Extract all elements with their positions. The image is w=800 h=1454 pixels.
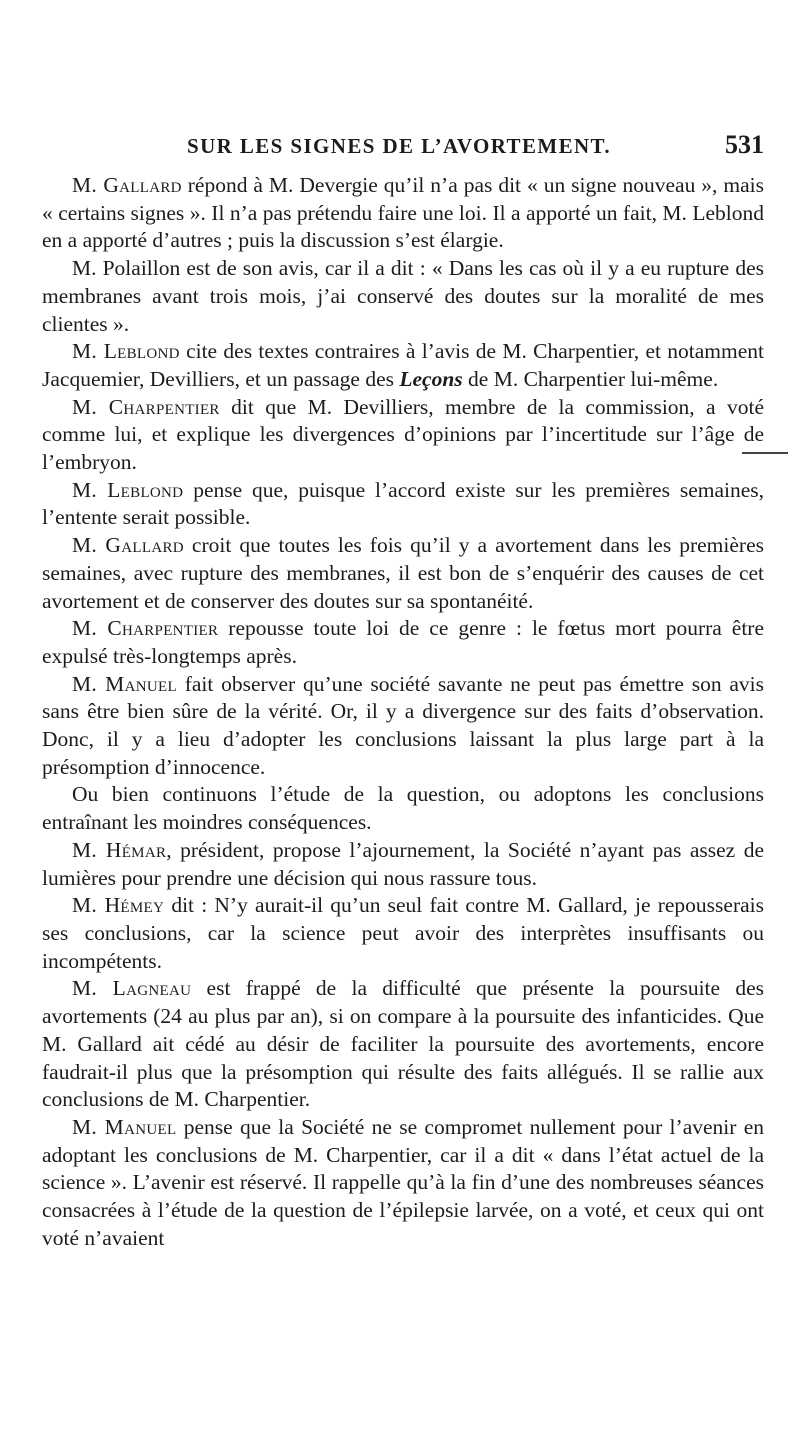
paragraph-text: M. Polaillon est de son avis, car il a dit : « Dans les cas où il y a eu rupture des membranes avant trois mois, j’ai conservé des doutes sur la moralité de mes clientes ». xyxy=(42,256,764,336)
paragraph xyxy=(42,394,764,477)
paragraph xyxy=(42,892,764,975)
paragraph-text-after: de M. Charpentier lui-même. xyxy=(462,366,719,391)
running-head: SUR LES SIGNES DE L’AVORTEMENT. xyxy=(187,134,612,158)
speaker-name: M. Lagneau xyxy=(72,976,192,1001)
speaker-name: M. Leblond xyxy=(72,477,184,502)
paragraph-text: cite des textes contraires à l’avis de M. Charpentier, et notamment Jacquemier, Devilliers, et un passage des xyxy=(42,339,764,391)
paragraph xyxy=(42,338,764,393)
speaker-name: M. Manuel xyxy=(72,671,177,696)
paragraph xyxy=(42,615,764,670)
paragraph xyxy=(42,671,764,782)
speaker-name: M. Charpentier xyxy=(72,394,220,419)
paragraph-text: repousse toute loi de ce genre : le fœtus mort pourra être expulsé très-longtemps après. xyxy=(42,616,764,668)
speaker-name: M. Manuel xyxy=(72,1114,177,1139)
margin-rule xyxy=(742,452,788,454)
paragraph-text: croit que toutes les fois qu’il y a avortement dans les premières semaines, avec rupture des membranes, il est bon de s’enquérir des causes de cet avortement et de conserver des doutes sur sa spontanéité. xyxy=(42,533,764,613)
paragraph-text: dit que M. Devilliers, membre de la commission, a voté comme lui, et explique les divergences d’opinions par l’incertitude sur l’âge de l’embryon. xyxy=(42,394,764,475)
paragraph xyxy=(42,975,764,1114)
page-number: 531 xyxy=(725,130,764,159)
paragraph xyxy=(42,1114,764,1253)
paragraph-text: , président, propose l’ajournement, la Société n’ayant pas assez de lumières pour prendre une décision qui nous rassure tous. xyxy=(42,837,764,890)
paragraph xyxy=(42,255,764,338)
paragraph-text: répond à M. Devergie qu’il n’a pas dit « un signe nouveau », mais « certains signes ». Il n’a pas prétendu faire une loi. Il a apporté un fait, M. Leblond en a apporté d’autres ; puis la discussion s’est élargie. xyxy=(42,173,764,253)
paragraph xyxy=(42,477,764,532)
paragraph-text: Ou bien continuons l’étude de la question, ou adoptons les conclusions entraînant les moindres conséquences. xyxy=(42,782,764,835)
paragraph-text: dit : N’y aurait-il qu’un seul fait contre M. Gallard, je repousserais ses conclusions, car la science peut avoir des interprètes insuffisants ou incompétents. xyxy=(42,893,764,973)
paragraph xyxy=(42,172,764,255)
page-header xyxy=(42,128,764,168)
speaker-name: M. Leblond xyxy=(72,339,180,364)
paragraph-text: est frappé de la difficulté que présente la poursuite des avortements (24 au plus par an), si on compare à la poursuite des infanticides. Que M. Gallard ait cédé au désir de faciliter la poursuite des avortements, encore faudrait-il plus que la présomption qui résulte des faits allégués. Il se rallie aux conclusions de M. Charpentier. xyxy=(42,976,765,1112)
speaker-name: M. Gallard xyxy=(72,533,184,558)
speaker-name: M. Hémar xyxy=(72,837,167,862)
book-title-emphasis: Leçons xyxy=(399,366,463,391)
speaker-name: M. Charpentier xyxy=(72,616,219,641)
paragraph-text: pense que, puisque l’accord existe sur les premières semaines, l’entente serait possible. xyxy=(42,477,765,530)
paragraph-text: fait observer qu’une société savante ne peut pas émettre son avis sans être bien sûre de la vérité. Or, il y a divergence sur des faits d’observation. Donc, il y a lieu d’adopter les conclusions laissant la plus large part à la présomption d’innocence. xyxy=(42,671,764,779)
paragraph xyxy=(42,837,764,892)
paragraph xyxy=(42,781,764,836)
speaker-name: M. Hémey xyxy=(72,893,165,918)
paragraph xyxy=(42,532,764,615)
page-body xyxy=(42,172,764,1252)
page-bottom-fade xyxy=(42,1424,764,1454)
speaker-name: M. Gallard xyxy=(72,173,182,197)
book-page xyxy=(42,0,764,1454)
paragraph-text: pense que la Société ne se compromet nullement pour l’avenir en adoptant les conclusions de M. Charpentier, car il a dit « dans l’état actuel de la science ». L’avenir est réservé. Il rappelle qu’à la fin d’une des nombreuses séances consacrées à l’étude de la question de l’épilepsie larvée, on a voté, et ceux qui ont voté n’avaient xyxy=(42,1114,764,1250)
